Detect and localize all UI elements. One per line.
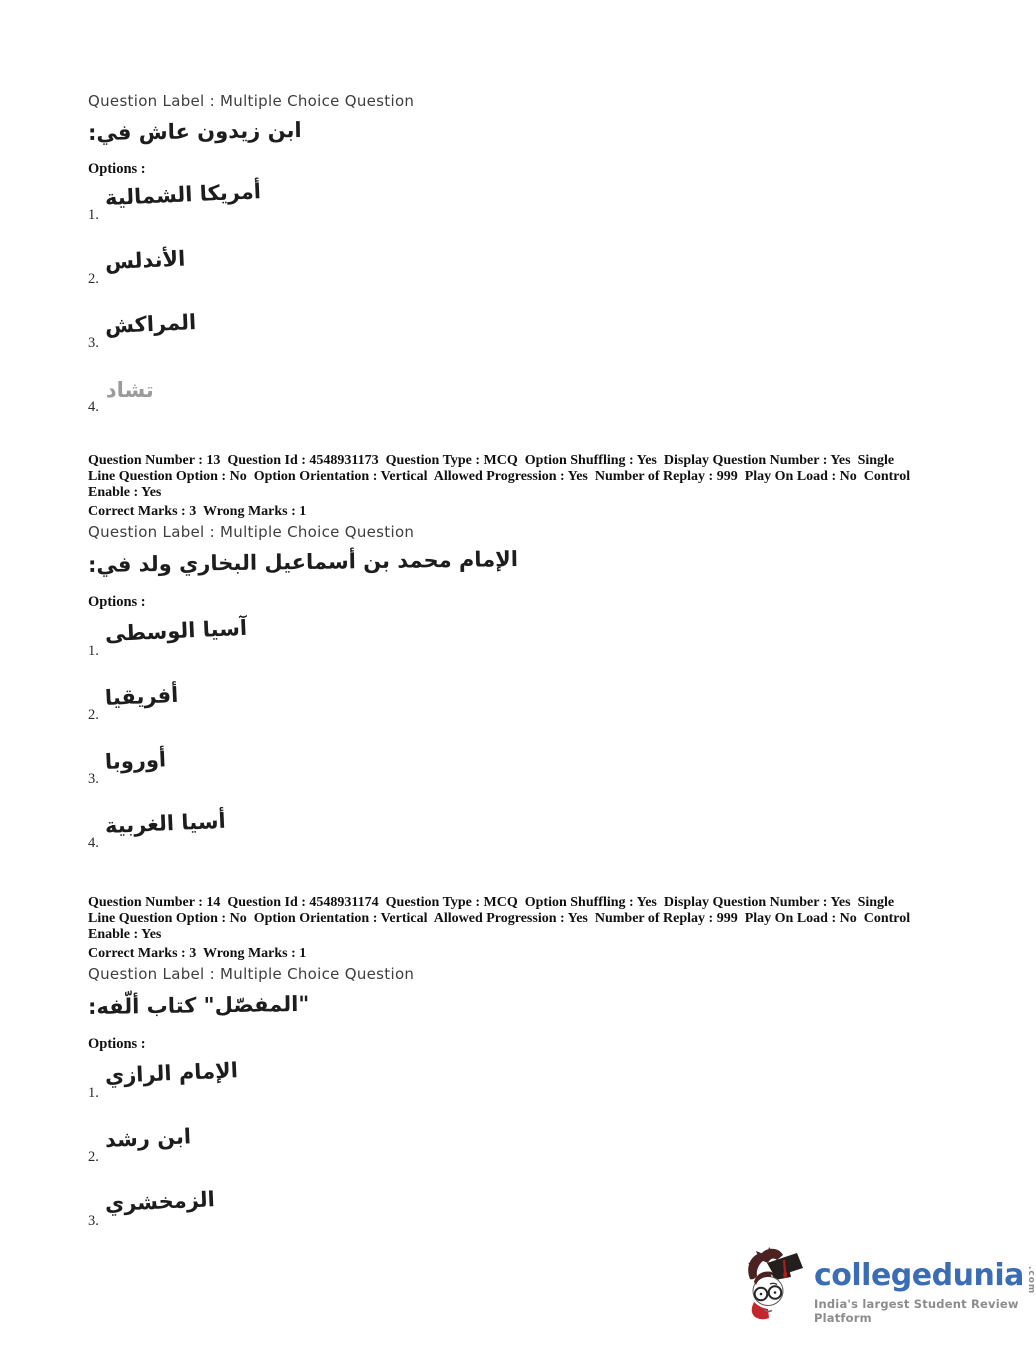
option-text: الزمخشري — [104, 1187, 216, 1217]
option-number: 1. — [88, 643, 99, 659]
option-row — [88, 747, 923, 787]
brand-name: collegedunia — [814, 1258, 1024, 1293]
option-row — [88, 1125, 923, 1165]
option-row — [88, 375, 923, 415]
option-text: أوروبا — [104, 747, 167, 775]
option-text: المراكش — [104, 310, 197, 339]
options-heading: Options : — [88, 161, 146, 177]
question-label: Question Label : Multiple Choice Question — [88, 523, 415, 541]
option-row — [88, 179, 923, 223]
collegedunia-logo — [744, 1246, 1036, 1325]
option-number: 1. — [88, 207, 99, 223]
option-row — [88, 1058, 923, 1101]
option-text: ابن رشد — [104, 1124, 192, 1153]
question-meta: Question Number : 13 Question Id : 4548931173 Question Type : MCQ Option Shuffling : Yes Display Question Number : Yes Single Line Question Option : No Option Orientation : Vertical Allowed Progression : Yes Number of Replay : 999 Play On Load : No Control Enable : Yes — [88, 453, 914, 500]
option-text: الإمام الرازي — [104, 1058, 239, 1089]
question-text-row — [88, 118, 923, 148]
question-text-row — [88, 992, 923, 1022]
option-row — [88, 683, 923, 723]
question-text-arabic: الإمام محمد بن أسماعيل البخاري ولد في: — [87, 546, 519, 577]
options-heading: Options : — [88, 1036, 146, 1052]
option-text: أمريكا الشمالية — [104, 179, 262, 211]
option-number: 3. — [88, 1213, 99, 1229]
page-content — [88, 0, 923, 1229]
option-row — [88, 311, 923, 351]
question-text-arabic: "المفصّل" كتاب ألّفه: — [87, 991, 310, 1019]
option-row — [88, 808, 923, 851]
option-number: 4. — [88, 835, 99, 851]
question-text-arabic: ابن زيدون عاش في: — [87, 118, 302, 145]
option-text: أسيا الغربية — [104, 808, 227, 839]
question-meta: Question Number : 14 Question Id : 4548931174 Question Type : MCQ Option Shuffling : Yes Display Question Number : Yes Single Line Question Option : No Option Orientation : Vertical Allowed Progression : Yes Number of Replay : 999 Play On Load : No Control Enable : Yes — [88, 895, 914, 942]
options-heading: Options : — [88, 594, 146, 610]
option-text: الأندلس — [104, 246, 186, 275]
mascot-icon — [744, 1246, 806, 1322]
option-number: 3. — [88, 335, 99, 351]
option-number: 2. — [88, 271, 99, 287]
marks-line: Correct Marks : 3 Wrong Marks : 1 — [88, 946, 307, 961]
option-number: 1. — [88, 1085, 99, 1101]
option-text: أفريقيا — [104, 682, 179, 711]
option-number: 2. — [88, 707, 99, 723]
option-number: 4. — [88, 399, 99, 415]
marks-line: Correct Marks : 3 Wrong Marks : 1 — [88, 504, 307, 519]
brand-tagline: India's largest Student Review Platform — [814, 1297, 1019, 1326]
brand-text-block — [814, 1260, 1036, 1325]
option-row — [88, 247, 923, 287]
option-number: 2. — [88, 1149, 99, 1165]
option-text: تشاد — [105, 378, 154, 402]
brand-domain-suffix: .com — [1025, 1266, 1036, 1295]
brand-line — [814, 1260, 1036, 1294]
option-row — [88, 1189, 923, 1229]
option-text: آسيا الوسطى — [104, 615, 248, 647]
question-label: Question Label : Multiple Choice Question — [88, 92, 415, 110]
option-number: 3. — [88, 771, 99, 787]
option-row — [88, 615, 923, 659]
question-label: Question Label : Multiple Choice Question — [88, 965, 415, 983]
question-text-row — [87, 546, 923, 580]
